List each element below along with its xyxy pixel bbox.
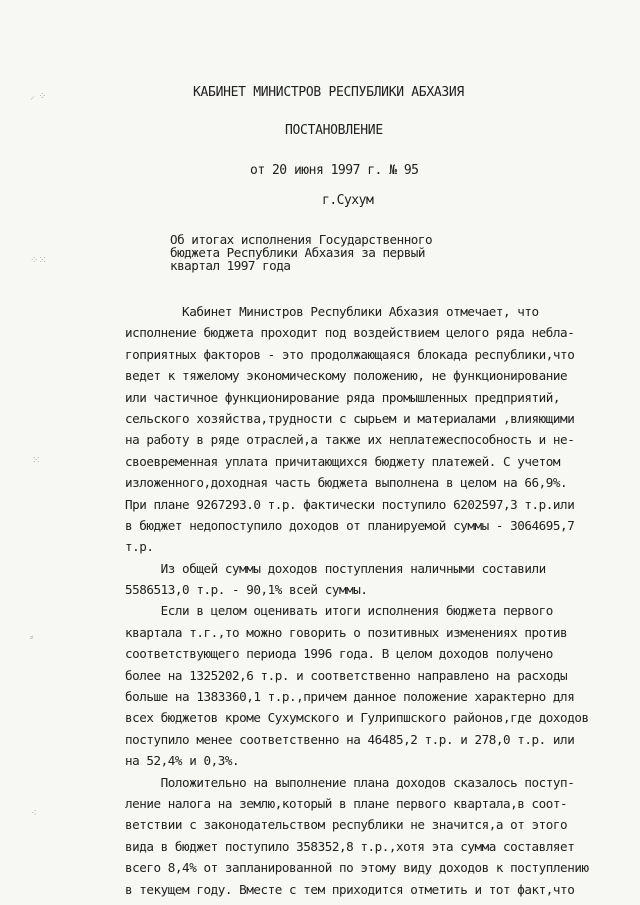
body-line: Из общей суммы доходов поступления наличными составили xyxy=(125,560,546,576)
margin-mark: ⁘⁙ xyxy=(30,255,47,266)
body-text xyxy=(125,301,589,900)
margin-mark: ⁖ xyxy=(31,808,37,819)
body-line: ведет к тяжелому экономическому положению, не функционирование xyxy=(125,368,568,384)
body-line: Кабинет Министров Республики Абхазия отмечает, что xyxy=(125,304,539,319)
subject-line: Об итогах исполнения Государственного xyxy=(170,232,433,247)
body-line: 5586513,0 т.р. - 90,1% всей суммы. xyxy=(125,582,368,598)
body-line: ветствии с законодательством республики не значится,а от этого xyxy=(125,817,568,833)
body-line: исполнение бюджета проходит под воздействием целого ряда небла- xyxy=(125,325,575,341)
body-line: соответствующего периода 1996 года. В целом доходов получено xyxy=(125,646,553,662)
body-line: или частичное функционирование ряда промышленных предприятий, xyxy=(125,389,561,405)
subject-block xyxy=(170,233,432,272)
body-line: своевременная уплата причитающихся бюджету платежей. С учетом xyxy=(125,453,561,469)
body-line: на 52,4% и 0,3%. xyxy=(125,753,240,769)
body-line: сельского хозяйства,трудности с сырьем и материалами ,влияющими xyxy=(125,410,575,426)
body-line: При плане 9267293.0 т.р. фактически поступило 6202597,3 т.р.или xyxy=(125,496,575,512)
body-line: всего 8,4% от запланированной по этому виду доходов к поступлению xyxy=(125,860,589,876)
document-type: ПОСТАНОВЛЕНИЕ xyxy=(285,123,383,138)
body-line: Положительно на выполнение плана доходов сказалось поступ- xyxy=(125,774,575,790)
body-line: больше на 1383360,1 т.р.,причем данное положение характерно для xyxy=(125,689,575,705)
body-line: изложенного,доходная часть бюджета выполнена в целом на 66,9%. xyxy=(125,475,568,491)
body-line: квартала т.г.,то можно говорить о позитивных изменениях против xyxy=(125,624,568,640)
margin-mark: ⸝ ⁘ xyxy=(30,91,47,102)
body-line: более на 1325202,6 т.р. и соответственно направлено на расходы xyxy=(125,667,568,683)
body-line: в бюджет недопоступило доходов от планируемой суммы - 3064695,7 xyxy=(125,517,575,533)
subject-line: бюджета Республики Абхазия за первый xyxy=(170,245,425,260)
body-line: Если в целом оценивать итоги исполнения бюджета первого xyxy=(125,603,553,619)
dateline: от 20 июня 1997 г. № 95 xyxy=(250,163,419,178)
subject-line: квартал 1997 года xyxy=(170,258,291,273)
body-line: в текущем году. Вместе с тем приходится отметить и тот факт,что xyxy=(125,881,575,897)
body-line: на работу в ряде отраслей,а также их неплатежеспособность и не- xyxy=(125,432,575,448)
body-line: поступило менее соответственно на 46485,2 т.р. и 278,0 т.р. или xyxy=(125,731,575,747)
body-line: ление налога на землю,который в плане первого квартала,в соот- xyxy=(125,795,568,811)
body-line: вида в бюджет поступило 358352,8 т.р.,хотя эта сумма составляет xyxy=(125,838,575,854)
margin-mark: ⸗ xyxy=(30,632,34,643)
body-line: гоприятных факторов - это продолжающаяся блокада республики,что xyxy=(125,346,575,362)
organization-title: КАБИНЕТ МИНИСТРОВ РЕСПУБЛИКИ АБХАЗИЯ xyxy=(193,85,464,100)
margin-mark: ⁙ xyxy=(32,455,41,466)
city: г.Сухум xyxy=(322,193,374,208)
body-line: т.р. xyxy=(125,539,154,555)
body-line: всех бюджетов кроме Сухумского и Гулрипшского районов,где доходов xyxy=(125,710,589,726)
